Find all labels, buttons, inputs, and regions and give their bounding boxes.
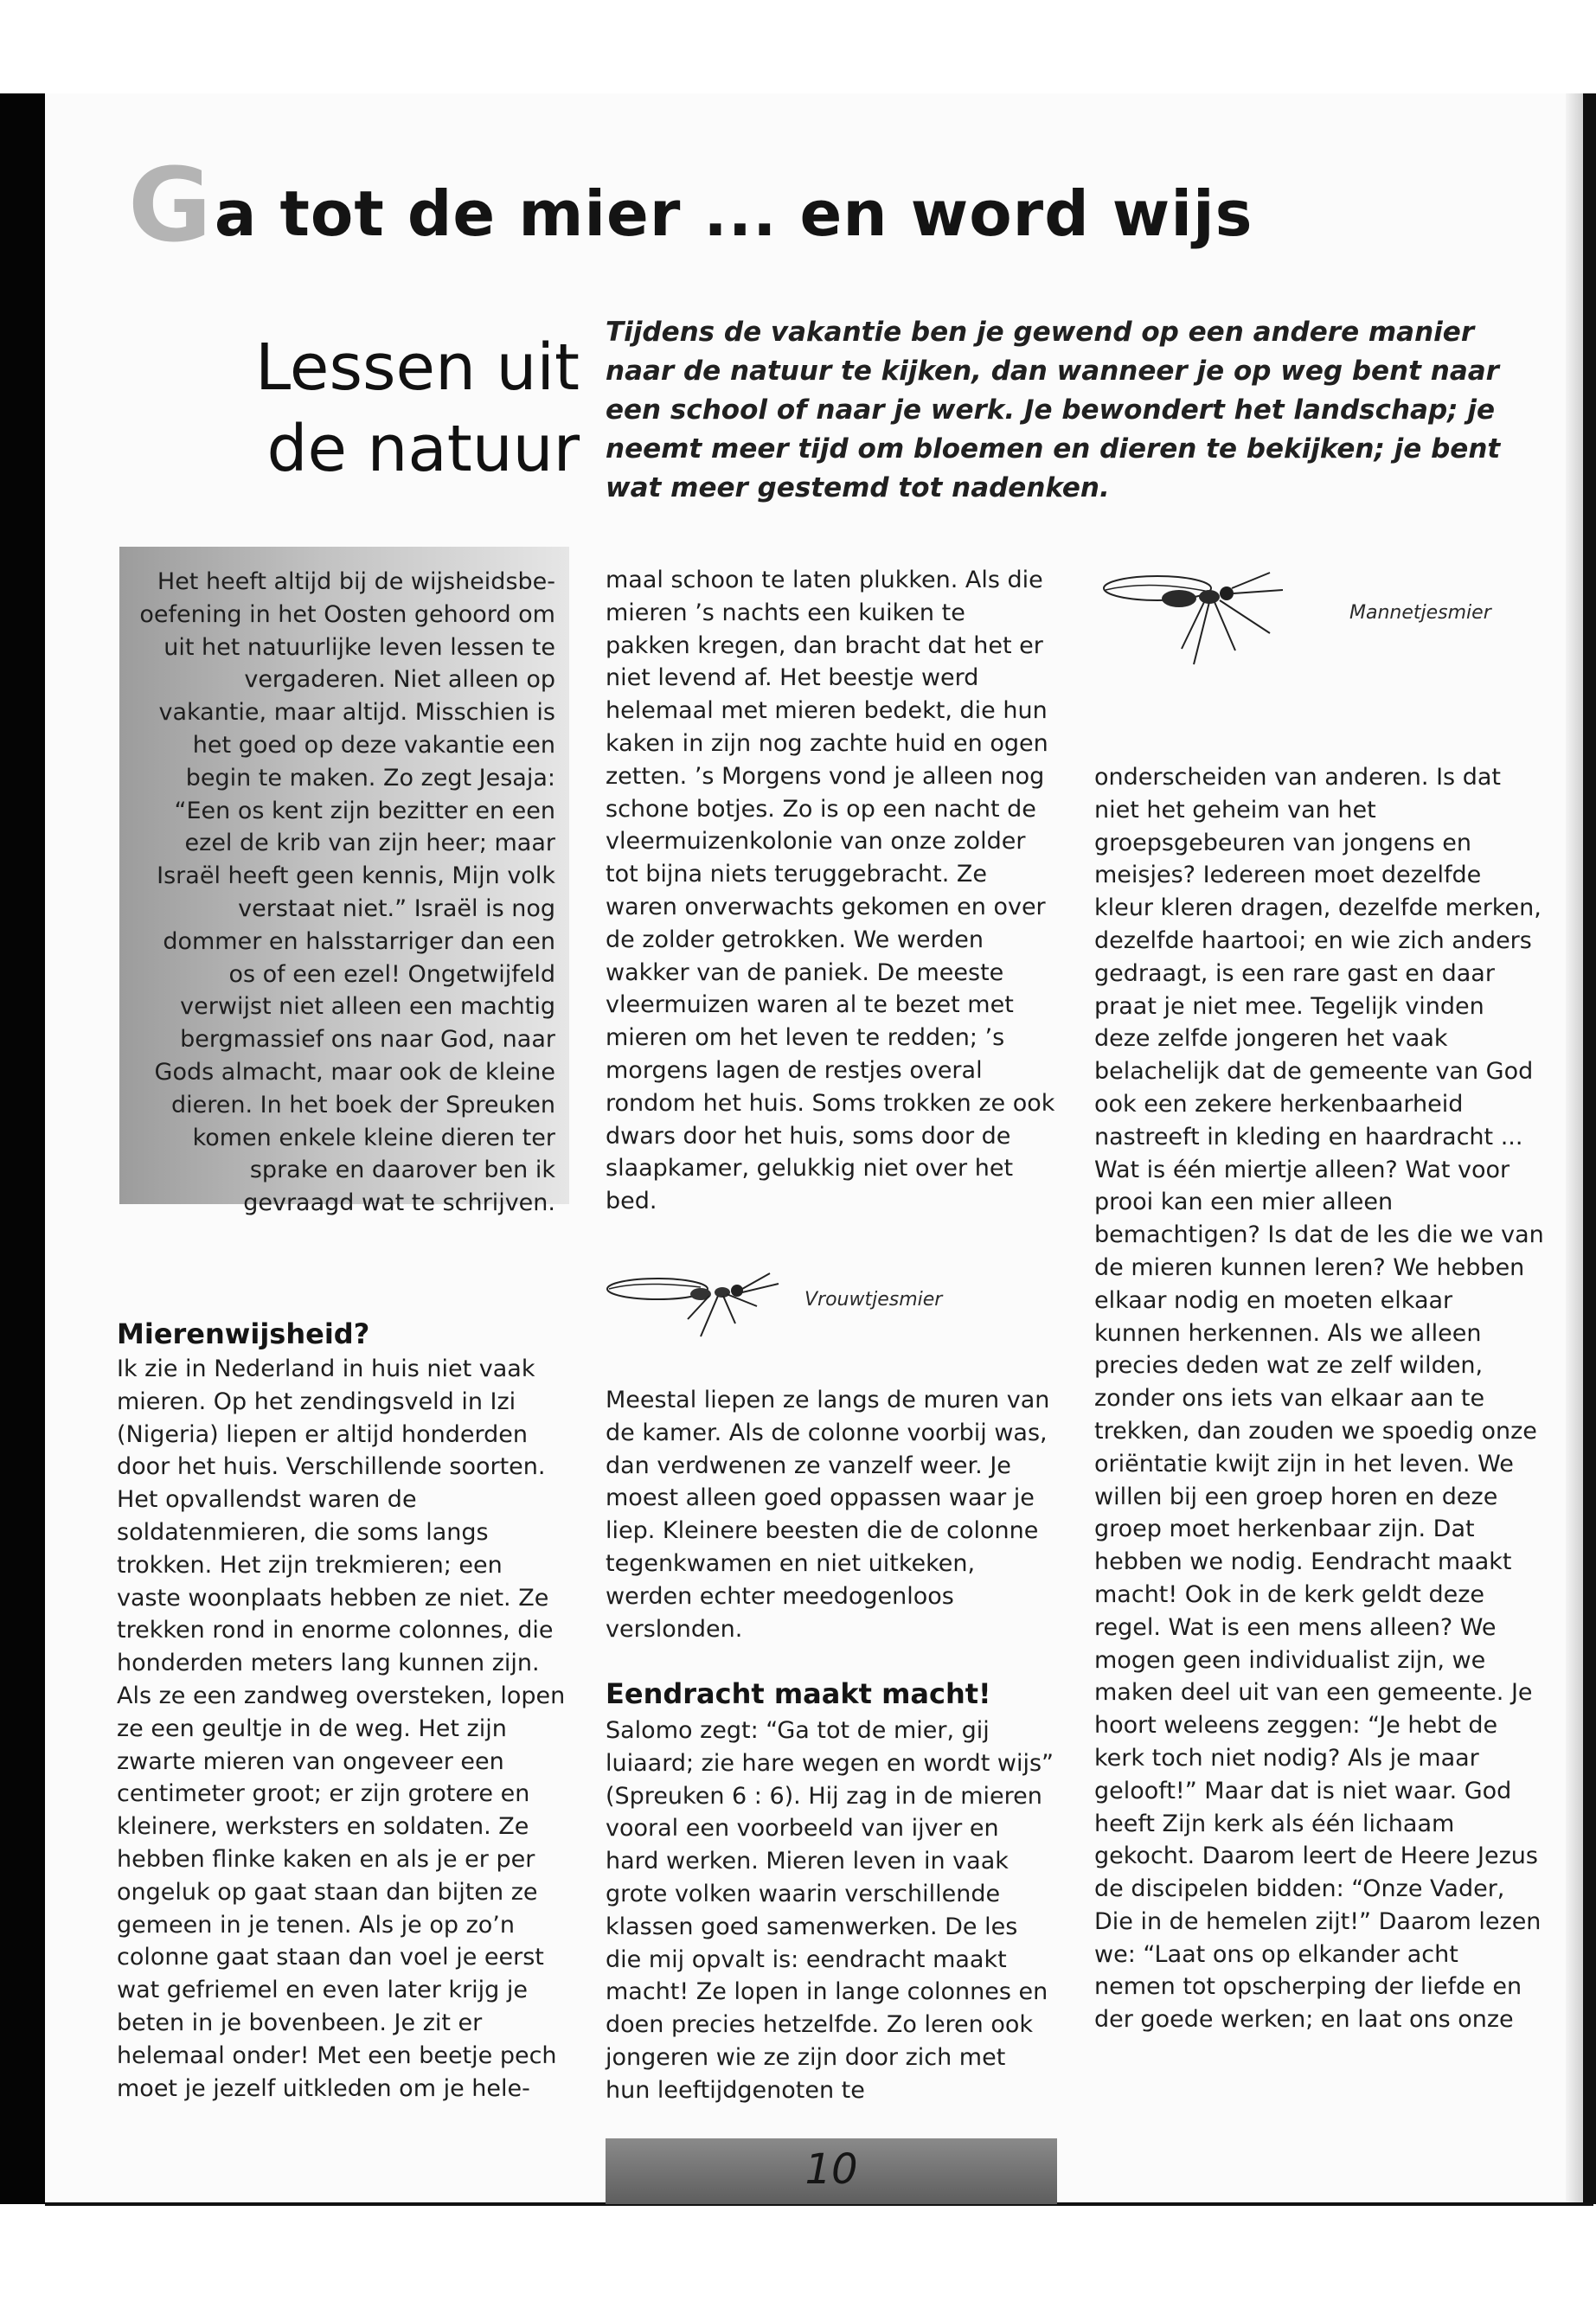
column-2-middle [606,1384,1055,1645]
sidebar-box [119,547,569,1217]
section-heading-eendracht: Eendracht maakt macht! [606,1677,991,1710]
column-2-text-bottom: Salomo zegt: “Ga tot de mier, gij luiaard; zie hare wegen en wordt wijs” (Spreuken 6 : 6). Hij zag in de mieren vooral een voorbeeld van ijver en hard werken. Mieren leven in vaak grote volken waarin verschillende klassen goed samenwerken. De les die mij opvalt is: eendracht maakt macht! Ze lopen in lange colonnes en doen precies hetzelfde. Zo leren ook jongeren wie ze zijn door zich met hun leeftijdgenoten te [606,1717,1054,2104]
scan-left-edge [0,93,45,2204]
column-1 [117,1315,567,2105]
scan-top-margin [0,0,1596,93]
title-dropcap: G [128,145,213,265]
column-2-top [606,564,1055,1218]
page-fold-shadow [1566,93,1583,2202]
male-ant-illustration [1097,554,1330,675]
female-ant-illustration [606,1254,796,1349]
female-ant-icon [606,1254,796,1349]
page-number-bar [606,2138,1057,2204]
scan-right-edge [1582,93,1596,2204]
subtitle-line-1: Lessen uit [255,330,580,405]
title-text: a tot de mier ... en word wijs [214,177,1253,250]
male-ant-icon [1097,554,1330,675]
sidebar-text: Het heeft altijd bij de wijsheidsbe-oefening in het Oosten gehoord om uit het natuurlijke leven lessen te vergaderen. Niet alleen op vakantie, maar altijd. Misschien is het goed op deze vakantie een begin te maken. Zo zegt Jesaja: “Een os kent zijn bezitter en een ezel de krib van zijn heer; maar Israël heeft geen kennis, Mijn volk verstaat niet.” Israël is nog dommer en halsstarriger dan een os of een ezel! Ongetwijfeld verwijst niet alleen een machtig bergmassief ons naar God, naar Gods almacht, maar ook de kleine dieren. In het boek der Spreuken komen enkele kleine dieren ter sprake en daarover ben ik gevraagd wat te schrijven. [139,568,555,1217]
page-number: 10 [804,2145,858,2194]
article-intro: Tijdens de vakantie ben je gewend op een andere manier naar de natuur te kijken, dan wanneer je op weg bent naar een school of naar je werk. Je bewondert het landschap; je neemt meer tijd om bloemen en dieren te bekijken; je bent wat meer gestemd tot nadenken. [606,317,1501,503]
section-heading-mierenwijsheid: Mierenwijsheid? [117,1317,370,1350]
caption-mannetjesmier: Mannetjesmier [1349,602,1491,624]
caption-vrouwtjesmier: Vrouwtjesmier [804,1289,943,1311]
column-3 [1094,761,1544,2036]
column-2-text-middle: Meestal liepen ze langs de muren van de kamer. Als de colonne voorbij was, dan verdwenen ze vanzelf weer. Je moest alleen goed oppassen waar je liep. Kleinere beesten die de colonne tegenkwamen en niet uitkeken, werden echter meedogenloos verslonden. [606,1387,1050,1643]
column-2-text-top: maal schoon te laten plukken. Als die mieren ’s nachts een kuiken te pakken kregen, dan bracht dat het er niet levend af. Het beestje werd helemaal met mieren bedekt, die hun kaken in zijn nog zachte huid en ogen zetten. ’s Morgens vond je alleen nog schone botjes. Zo is op een nacht de vleermuizenkolonie van onze zolder tot bijna niets teruggebracht. Ze waren onverwachts gekomen en over de zolder getrokken. We werden wakker van de paniek. De meeste vleermuizen waren al te bezet met mieren om het leven te redden; ’s morgens lagen de restjes overal rondom het huis. Soms trokken ze ook dwars door het huis, soms door de slaapkamer, gelukkig niet over het bed. [606,567,1055,1215]
column-2-bottom [606,1675,1055,2107]
article-subtitle [199,327,580,490]
column-1-text: Ik zie in Nederland in huis niet vaak mieren. Op het zendingsveld in Izi (Nigeria) liepen er altijd honderden door het huis. Verschillende soorten. Het opvallendst waren de soldatenmieren, die soms langs trokken. Het zijn trekmieren; een vaste woonplaats hebben ze niet. Ze trekken rond in enorme colonnes, die honderden meters lang kunnen zijn. Als ze een zandweg oversteken, lopen ze een geultje in de weg. Het zijn zwarte mieren van ongeveer een centimeter groot; er zijn grotere en kleinere, werksters en soldaten. Ze hebben flinke kaken en als je er per ongeluk op gaat staan dan bijten ze gemeen in je tenen. Als je op zo’n colonne gaat staan dan voel je eerst wat gefriemel en even later krijg je beten in je bovenbeen. Je zit er helemaal onder! Met een beetje pech moet je jezelf uitkleden om je hele- [117,1356,566,2102]
article-title [128,145,1253,265]
column-3-text: onderscheiden van anderen. Is dat niet het geheim van het groepsgebeuren van jongens en meisjes? Iedereen moet dezelfde kleur kleren dragen, dezelfde merken, dezelfde haartooi; en wie zich anders gedraagt, is een rare gast en daar praat je niet mee. Tegelijk vinden deze zelfde jongeren het vaak belachelijk dat de gemeente van God ook een zekere herkenbaarheid nastreeft in kleding en haardracht ... Wat is één miertje alleen? Wat voor prooi kan een mier alleen bemachtigen? Is dat de les die we van de mieren kunnen leren? We hebben elkaar nodig en moeten elkaar kunnen herkennen. Als we alleen precies deden wat ze zelf wilden, zonder ons iets van elkaar aan te trekken, dan zouden we spoedig onze oriëntatie kwijt zijn in het leven. We willen bij een groep horen en deze groep moet herkenbaar zijn. Dat hebben we nodig. Eendracht maakt macht! Ook in de kerk geldt deze regel. Wat is een mens alleen? We mogen geen individualist zijn, we maken deel uit van een gemeente. Je hoort weleens zeggen: “Je hebt de kerk toch niet nodig? Als je maar gelooft!” Maar dat is niet waar. God heeft Zijn kerk als één lichaam gekocht. Daarom leert de Heere Jezus de discipelen bidden: “Onze Vader, Die in de hemelen zijt!” Daarom lezen we: “Laat ons op elkander acht nemen tot opscherping der liefde en der goede werken; en laat ons onze [1094,764,1544,2034]
subtitle-line-2: de natuur [266,412,580,486]
